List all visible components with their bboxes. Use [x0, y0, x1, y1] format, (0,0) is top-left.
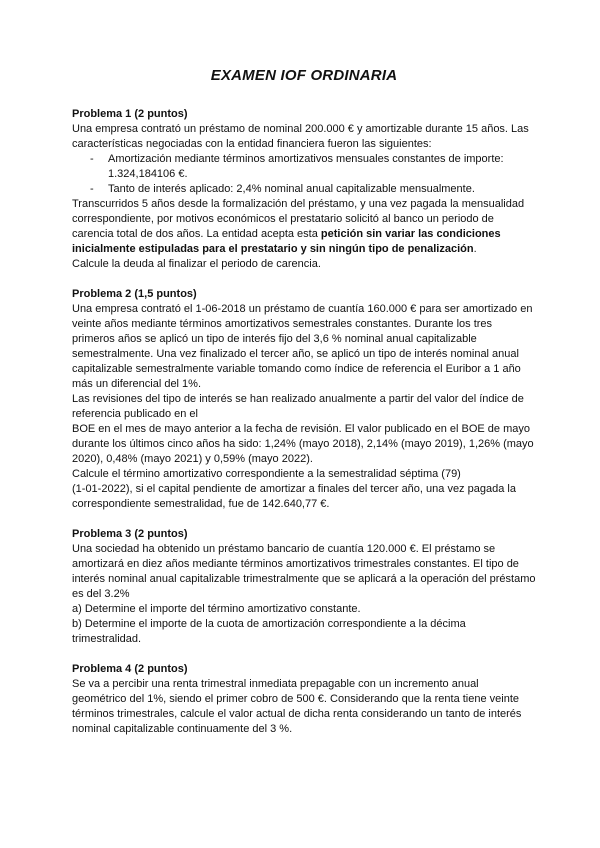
- problem-3-title: Problema 3 (2 puntos): [72, 528, 188, 540]
- problem-2-paragraph-3: BOE en el mes de mayo anterior a la fecha de revisión. El valor publicado en el BOE de mayo durante los últimos cinco años ha sido: 1,24% (mayo 2018), 2,14% (mayo 2019), 1,26% (mayo 2020), 0,48% (mayo 2021) y 0,59% (mayo 2022).: [72, 423, 534, 465]
- problem-4-title: Problema 4 (2 puntos): [72, 663, 188, 675]
- problem-1-bullet-interest: - Tanto de interés aplicado: 2,4% nominal anual capitalizable mensualmente.: [72, 182, 536, 197]
- problem-2-paragraph-2: Las revisiones del tipo de interés se han realizado anualmente a partir del valor del índice de referencia publicado en el: [72, 393, 524, 420]
- problem-1-body-end: .: [473, 243, 477, 255]
- problem-2: [72, 287, 536, 512]
- problem-2-paragraph-1: Una empresa contrató el 1-06-2018 un préstamo de cuantía 160.000 € para ser amortizado en veinte años mediante términos amortizativos semestrales constantes. Durante los tres primeros años se aplicó un tipo de interés fijo del 3,6 % nominal anual capitalizable semestralmente. Una vez finalizado el tercer año, se aplicó un tipo de interés nominal anual capitalizable semestralmente variable tomando como índice de referencia el Euribor a 1 año más un diferencial del 1%.: [72, 303, 533, 390]
- problem-1-title: Problema 1 (2 puntos): [72, 108, 188, 120]
- problem-3-question-a: a) Determine el importe del término amortizativo constante.: [72, 603, 361, 615]
- problem-1-question: Calcule la deuda al finalizar el periodo de carencia.: [72, 258, 321, 270]
- problem-2-paragraph-5: (1-01-2022), si el capital pendiente de amortizar a finales del tercer año, una vez pagada la correspondiente semestralidad, fue de 142.640,77 €.: [72, 483, 516, 510]
- problem-1-body-bold: petición sin variar las condiciones inicialmente estipuladas para el prestatario y sin ningún tipo de penalización: [72, 228, 501, 255]
- problem-3-paragraph: Una sociedad ha obtenido un préstamo bancario de cuantía 120.000 €. El préstamo se amortizará en diez años mediante términos amortizativos trimestrales constantes. El tipo de interés nominal anual capitalizable trimestralmente que se aplicará a la operación del préstamo es del 3.2%: [72, 543, 536, 600]
- problem-2-paragraph-4: Calcule el término amortizativo correspondiente a la semestralidad séptima (79): [72, 468, 461, 480]
- problem-2-title: Problema 2 (1,5 puntos): [72, 288, 197, 300]
- problem-1: [72, 107, 536, 272]
- problem-1-characteristics-list: [72, 152, 536, 197]
- problem-1-intro: Una empresa contrató un préstamo de nominal 200.000 € y amortizable durante 15 años. Las características negociadas con la entidad financiera fueron las siguientes:: [72, 123, 529, 150]
- problem-4-paragraph: Se va a percibir una renta trimestral inmediata prepagable con un incremento anual geométrico del 1%, siendo el primer cobro de 500 €. Considerando que la renta tiene veinte términos trimestrales, calcule el valor actual de dicha renta considerando un tanto de interés nominal capitalizable continuamente del 3 %.: [72, 678, 522, 735]
- problem-1-body-text: Transcurridos 5 años desde la formalización del préstamo, y una vez pagada la mensualidad correspondiente, por motivos económicos el prestatario solicitó al banco un periodo de carencia total de dos años. La entidad acepta esta: [72, 198, 525, 240]
- exam-title: EXAMEN IOF ORDINARIA: [210, 67, 398, 84]
- problem-1-body: [72, 197, 536, 257]
- problem-1-bullet-amortization: - Amortización mediante términos amortizativos mensuales constantes de importe: 1.324,184106 €.: [72, 152, 536, 182]
- problem-3: [72, 527, 536, 647]
- problem-4: [72, 662, 536, 737]
- problem-3-question-b: b) Determine el importe de la cuota de amortización correspondiente a la décima trimestralidad.: [72, 618, 466, 645]
